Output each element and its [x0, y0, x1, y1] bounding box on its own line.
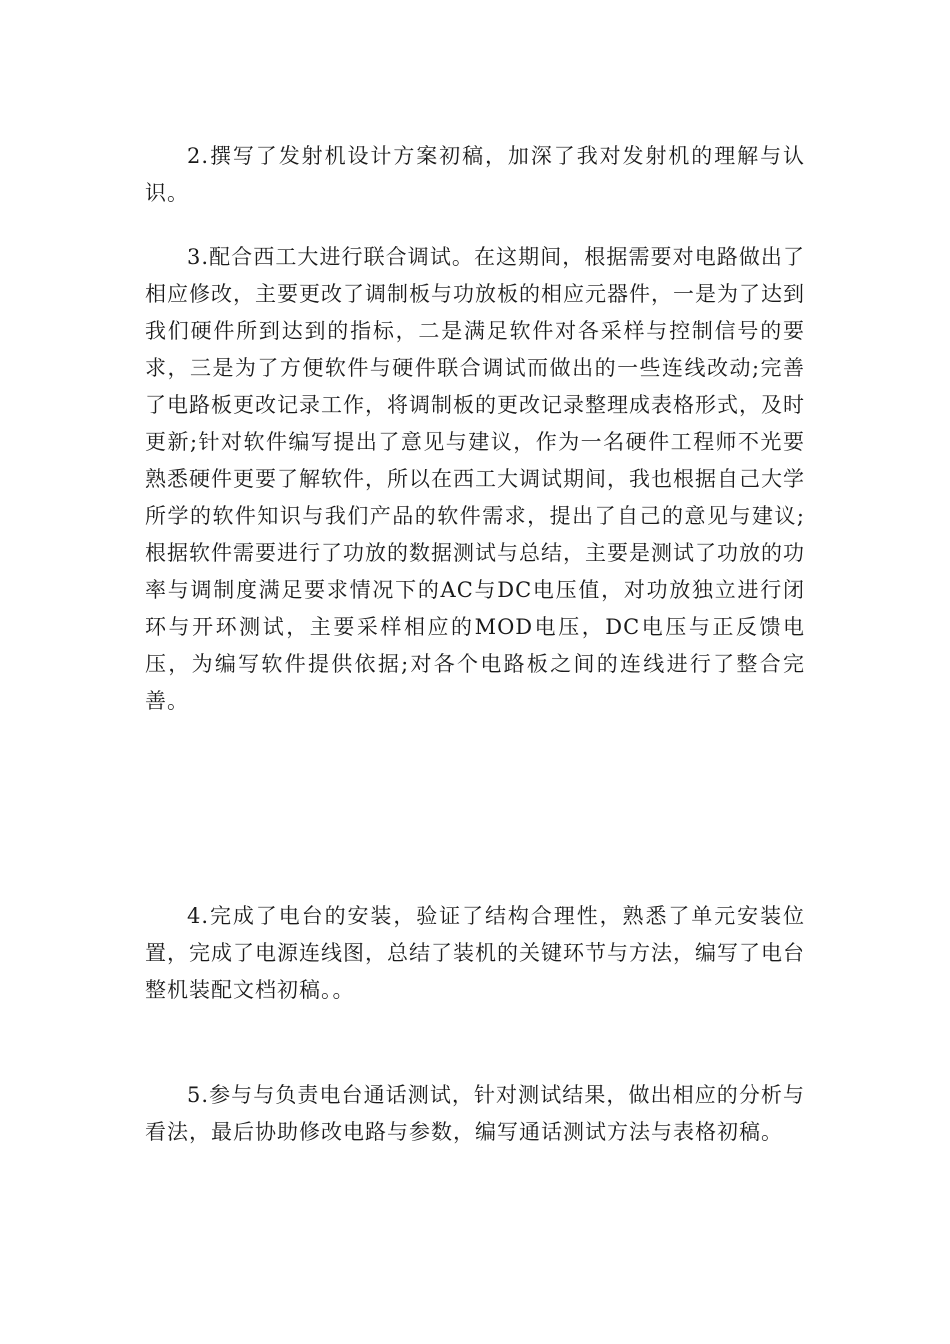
paragraph-item-3	[145, 239, 805, 720]
paragraph-text: 5.参与与负责电台通话测试，针对测试结果，做出相应的分析与看法，最后协助修改电路与参数，编写通话测试方法与表格初稿。	[145, 1083, 805, 1144]
paragraph-item-5	[145, 1077, 805, 1151]
paragraph-text: 3.配合西工大进行联合调试。在这期间，根据需要对电路做出了相应修改，主要更改了调制板与功放板的相应元器件，一是为了达到我们硬件所到达到的指标，二是满足软件对各采样与控制信号的要求，三是为了方便软件与硬件联合调试而做出的一些连线改动;完善了电路板更改记录工作，将调制板的更改记录整理成表格形式，及时更新;针对软件编写提出了意见与建议，作为一名硬件工程师不光要熟悉硬件更要了解软件，所以在西工大调试期间，我也根据自己大学所学的软件知识与我们产品的软件需求，提出了自己的意见与建议;根据软件需要进行了功放的数据测试与总结，主要是测试了功放的功率与调制度满足要求情况下的AC与DC电压值，对功放独立进行闭环与开环测试，主要采样相应的MOD电压，DC电压与正反馈电压，为编写软件提供依据;对各个电路板之间的连线进行了整合完善。	[145, 245, 805, 713]
paragraph-text: 2.撰写了发射机设计方案初稿，加深了我对发射机的理解与认识。	[145, 144, 805, 205]
paragraph-item-2	[145, 138, 805, 212]
paragraph-text: 4.完成了电台的安装，验证了结构合理性，熟悉了单元安装位置，完成了电源连线图，总结了装机的关键环节与方法，编写了电台整机装配文档初稿。。	[145, 904, 805, 1002]
paragraph-item-4	[145, 898, 805, 1009]
